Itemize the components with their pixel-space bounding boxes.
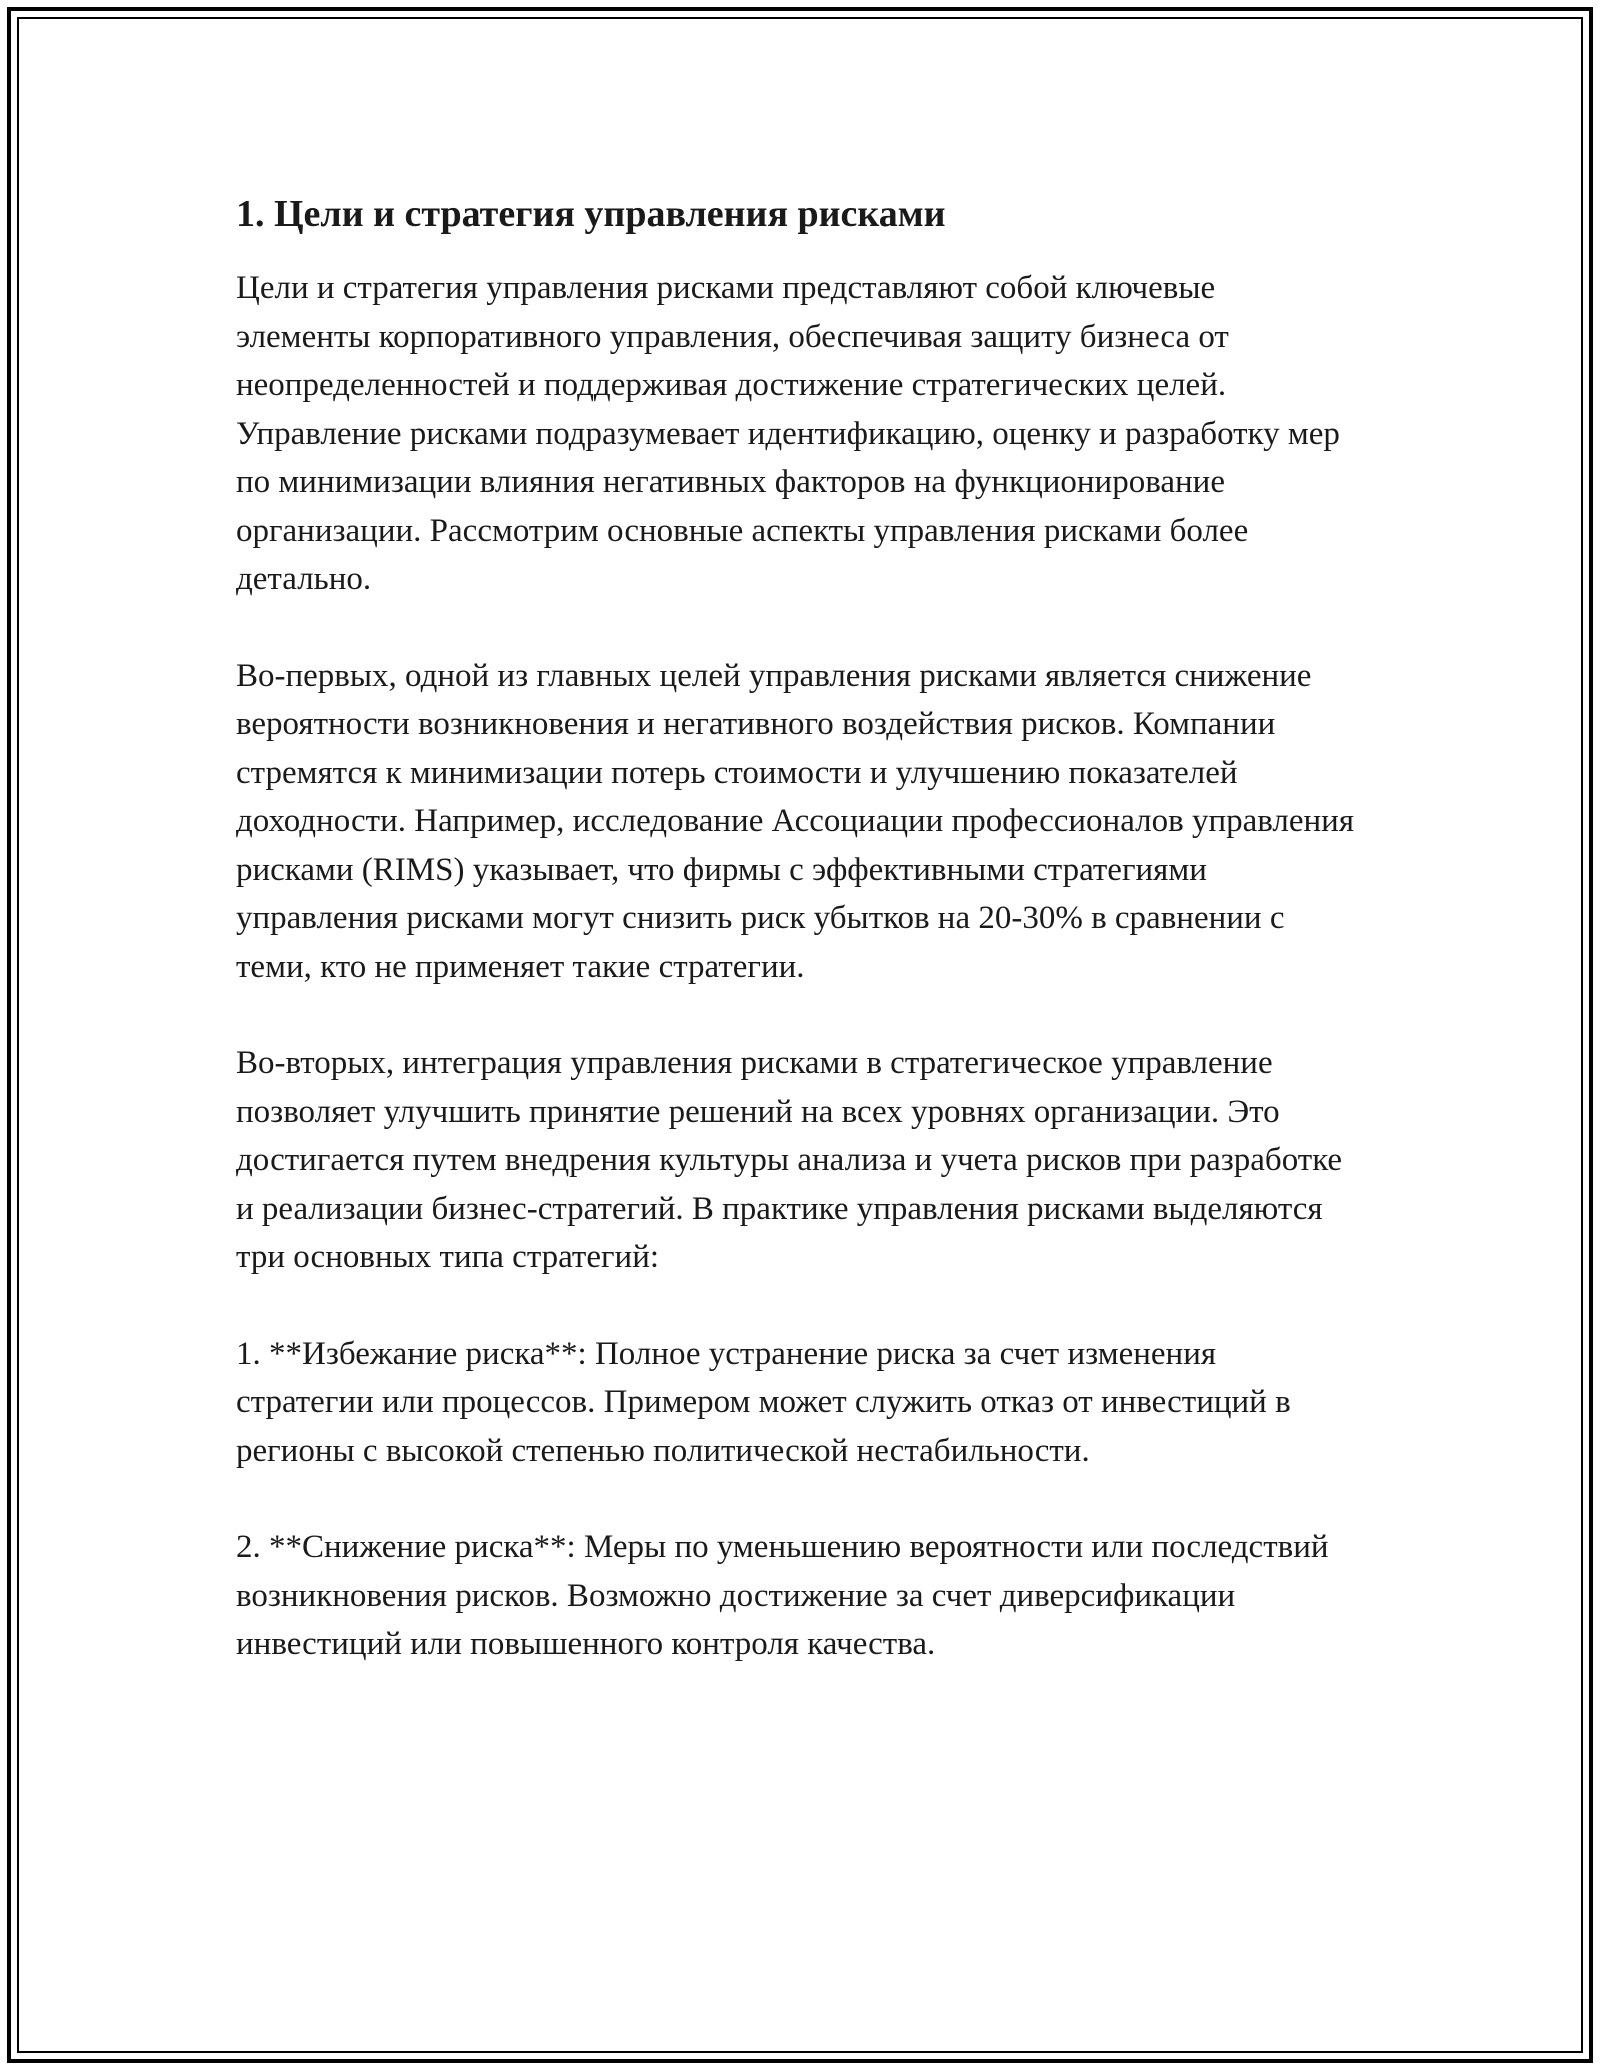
- section-heading: 1. Цели и стратегия управления рисками: [236, 193, 946, 235]
- paragraph-first-goal: Во-первых, одной из главных целей управления рисками является снижение вероятности возникновения и негативного воздействия рисков. Компании стремятся к минимизации потерь стоимости и улучшению показателей доходности. Например, исследование Ассоциации профессионалов управления рисками (RIMS) указывает, что фирмы с эффективными стратегиями управления рисками могут снизить риск убытков на 20-30% в сравнении с теми, кто не применяет такие стратегии.: [236, 657, 1355, 985]
- paragraph-intro: Цели и стратегия управления рисками представляют собой ключевые элементы корпоративного управления, обеспечивая защиту бизнеса от неопределенностей и поддерживая достижение стратегических целей. Управление рисками подразумевает идентификацию, оценку и разработку мер по минимизации влияния негативных факторов на функционирование организации. Рассмотрим основные аспекты управления рисками более детально.: [236, 270, 1340, 597]
- document-body: [236, 188, 1356, 1669]
- list-item-risk-avoidance: 1. **Избежание риска**: Полное устранение риска за счет изменения стратегии или процессов. Примером может служить отказ от инвестиций в регионы с высокой степенью политической нестабильности.: [236, 1335, 1291, 1469]
- list-item-risk-reduction: 2. **Снижение риска**: Меры по уменьшению вероятности или последствий возникновения рисков. Возможно достижение за счет диверсификации инвестиций или повышенного контроля качества.: [236, 1529, 1329, 1662]
- paragraph-integration: Во-вторых, интеграция управления рисками в стратегическое управление позволяет улучшить принятие решений на всех уровнях организации. Это достигается путем внедрения культуры анализа и учета рисков при разработке и реализации бизнес-стратегий. В практике управления рисками выделяются три основных типа стратегий:: [236, 1045, 1343, 1275]
